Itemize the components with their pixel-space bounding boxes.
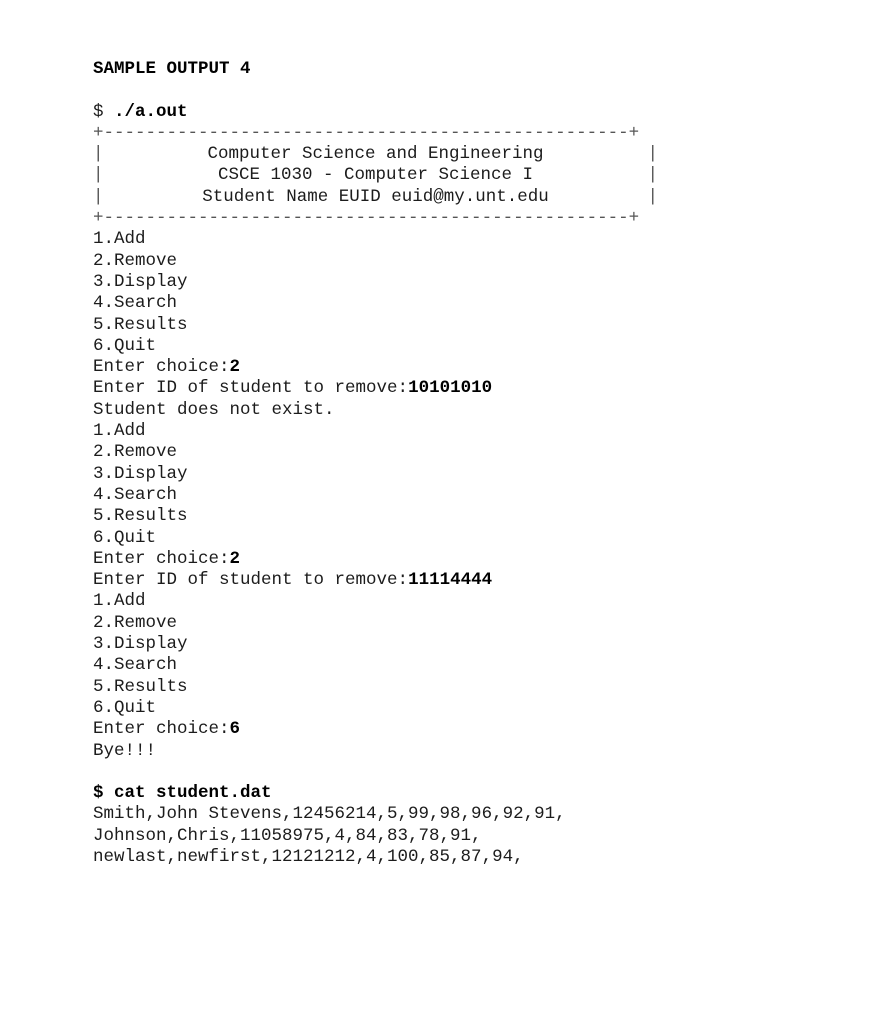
file-line: newlast,newfirst,12121212,4,100,85,87,94, [93, 846, 524, 867]
banner-row-1: | Computer Science and Engineering | [93, 144, 659, 165]
menu-item: 3.Display [93, 271, 188, 292]
menu-item: 2.Remove [93, 612, 178, 633]
user-input: 2 [229, 357, 241, 378]
banner-line-2: CSCE 1030 - Computer Science I [217, 165, 534, 186]
banner-bottom-border: +--------------------------------------------------+ [93, 208, 640, 229]
status-message: Student does not exist. [93, 399, 335, 420]
banner-line-3: Student Name EUID euid@my.unt.edu [202, 186, 549, 207]
menu-item: 6.Quit [93, 697, 157, 718]
banner-top-border: +--------------------------------------------------+ [93, 122, 640, 143]
user-input: 10101010 [408, 378, 493, 399]
menu-item: 5.Results [93, 676, 188, 697]
remove-line: Enter ID of student to remove:10101010 [93, 378, 493, 399]
banner-line-1: Computer Science and Engineering [207, 144, 544, 165]
menu-item: 4.Search [93, 655, 178, 676]
spacer [93, 80, 658, 101]
user-input: 6 [229, 719, 241, 740]
menu-item: 2.Remove [93, 250, 178, 271]
spacer [93, 762, 658, 783]
choice-line: Enter choice:2 [93, 357, 241, 378]
user-input: 11114444 [408, 570, 493, 591]
run-command: ./a.out [114, 101, 188, 122]
choice-line: Enter choice:2 [93, 548, 241, 569]
remove-line: Enter ID of student to remove:11114444 [93, 570, 493, 591]
run-command-line [93, 102, 658, 123]
cat-command: $ cat student.dat [93, 783, 272, 804]
menu-item: 4.Search [93, 484, 178, 505]
terminal-document [93, 59, 658, 868]
banner-row-2: | CSCE 1030 - Computer Science I | [93, 165, 659, 186]
banner-row-3: | Student Name EUID euid@my.unt.edu | [93, 186, 659, 207]
menu-item: 3.Display [93, 463, 188, 484]
menu-item: 1.Add [93, 421, 146, 442]
choice-line: Enter choice:6 [93, 719, 241, 740]
menu-item: 6.Quit [93, 335, 157, 356]
menu-item: 4.Search [93, 293, 178, 314]
user-input: 2 [229, 548, 241, 569]
menu-item: 5.Results [93, 506, 188, 527]
sample-heading: SAMPLE OUTPUT 4 [93, 59, 251, 79]
menu-item: 6.Quit [93, 527, 157, 548]
bye-message: Bye!!! [93, 740, 157, 761]
menu-item: 1.Add [93, 591, 146, 612]
prompt-symbol: $ [93, 101, 104, 122]
menu-item: 5.Results [93, 314, 188, 335]
menu-item: 2.Remove [93, 442, 178, 463]
menu-item: 1.Add [93, 229, 146, 250]
file-line: Smith,John Stevens,12456214,5,99,98,96,92,91, [93, 804, 566, 825]
menu-item: 3.Display [93, 634, 188, 655]
file-line: Johnson,Chris,11058975,4,84,83,78,91, [93, 825, 482, 846]
